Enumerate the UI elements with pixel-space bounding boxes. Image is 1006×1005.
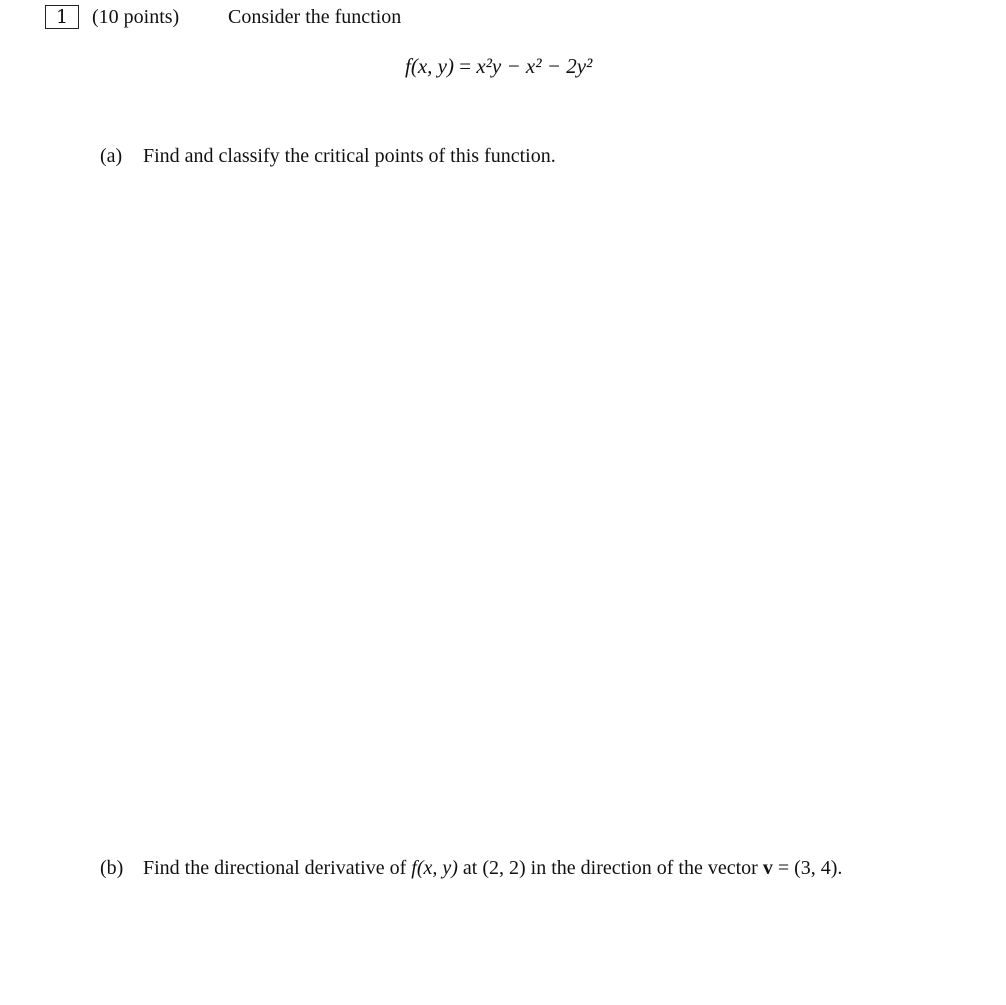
equation-rhs: x²y − x² − 2y² xyxy=(476,54,593,78)
problem-intro: Consider the function xyxy=(228,6,402,28)
part-b-vector-name: v xyxy=(762,857,773,879)
part-b-equals: = xyxy=(777,857,790,879)
part-b xyxy=(100,855,842,881)
part-a-text: Find and classify the critical points of this function. xyxy=(143,145,556,167)
part-b-text-at: at xyxy=(462,857,478,879)
part-b-vector-value: (3, 4). xyxy=(794,857,843,879)
equation-equals: = xyxy=(459,54,472,78)
points-label: (10 points) xyxy=(92,6,180,28)
part-a xyxy=(100,143,556,169)
part-b-function: f(x, y) xyxy=(411,857,458,879)
part-b-text-before: Find the directional derivative of xyxy=(143,857,407,879)
part-b-label: (b) xyxy=(100,857,124,879)
part-b-text-direction: in the direction of the vector xyxy=(530,857,758,879)
part-a-label: (a) xyxy=(100,145,123,167)
equation-lhs: f(x, y) xyxy=(405,54,454,78)
part-b-point: (2, 2) xyxy=(482,857,526,879)
function-equation xyxy=(405,52,592,80)
problem-number-box: 1 xyxy=(45,5,79,29)
